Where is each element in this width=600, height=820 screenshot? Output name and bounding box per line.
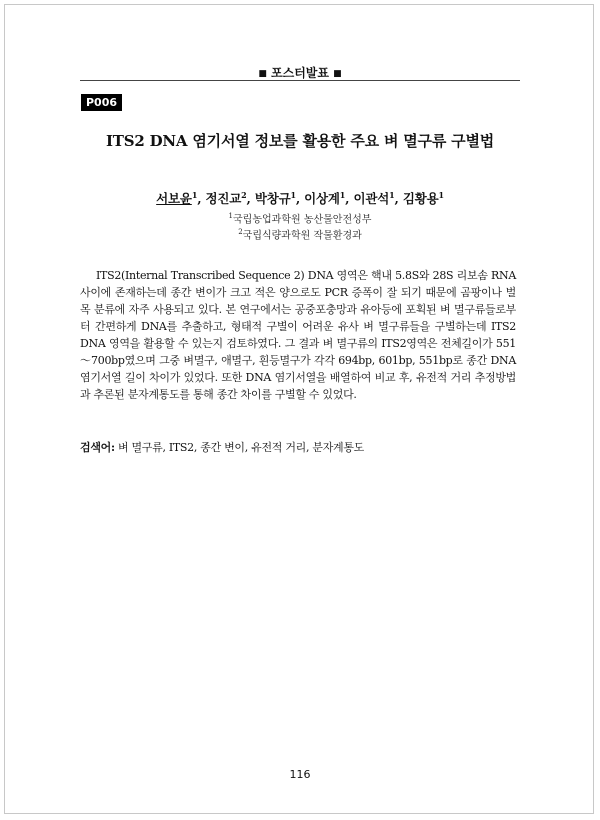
- author-affiliation-mark: 1: [389, 189, 395, 200]
- affiliation-line: [60, 210, 540, 226]
- keywords: [80, 439, 516, 455]
- author-name: 이관석: [353, 191, 390, 206]
- affiliation-line: [60, 226, 540, 242]
- page-frame: [4, 4, 594, 814]
- author-affiliation-mark: 1: [438, 189, 444, 200]
- section-header-label: 포스터발표: [271, 66, 329, 80]
- header-rule: [80, 80, 520, 81]
- author-affiliation-mark: 1: [339, 189, 346, 200]
- affiliation-mark: 1: [228, 212, 234, 220]
- affiliation-list: [60, 210, 540, 243]
- paper-title: ITS2 DNA 염기서열 정보를 활용한 주요 벼 멸구류 구별법: [105, 132, 495, 150]
- affiliation-mark: 2: [238, 228, 243, 237]
- keywords-text: 벼 멸구류, ITS2, 종간 변이, 유전적 거리, 분자계통도: [114, 441, 364, 454]
- section-header: [80, 64, 520, 81]
- page-number: 116: [289, 768, 311, 781]
- author-name: 박창규: [254, 191, 291, 206]
- author-separator: ,: [246, 191, 255, 206]
- author-name: 김황용: [402, 191, 439, 206]
- author-name: 서보윤: [156, 191, 192, 206]
- author-list: [60, 189, 540, 207]
- author-separator: ,: [197, 191, 206, 206]
- affiliation-text: 국립농업과학원 농산물안전성부: [233, 214, 372, 226]
- abstract: [80, 267, 516, 403]
- affiliation-text: 국립식량과학원 작물환경과: [242, 230, 362, 242]
- keywords-label: 검색어:: [80, 441, 115, 454]
- author-separator: ,: [295, 191, 305, 206]
- author-affiliation-mark: 1: [290, 189, 296, 200]
- author-affiliation-mark: 2: [241, 189, 247, 200]
- author-name: 이상계: [304, 191, 340, 206]
- poster-code-badge: P006: [81, 94, 122, 111]
- author-separator: ,: [345, 191, 354, 206]
- square-bullet-icon: ■: [333, 69, 342, 79]
- author-name: 정진교: [205, 191, 242, 206]
- square-bullet-icon: ■: [258, 69, 267, 79]
- author-affiliation-mark: 1: [191, 189, 198, 200]
- author-separator: ,: [394, 191, 403, 206]
- abstract-text: ITS2(Internal Transcribed Sequence 2) DNA 영역은 핵내 5.8S와 28S 리보솜 RNA 사이에 존재하는데 종간 변이가 크고 적은 양으로도 PCR 증폭이 잘 되기 때문에 곰팡이나 벌목 분류에 자주 사용되고 있다. 본 연구에서는 공중포충망과 유아등에 포획된 벼 멸구류들로부터 간편하게 DNA를 추출하고, 형태적 구별이 어려운 유사 벼 멸구류들을 구별하는데 ITS2 DNA 영역을 활용할 수 있는지 검토하였다. 그 결과 벼 멸구류의 ITS2영역은 전체길이가 551～700bp였으며 그중 벼멸구, 애멸구, 흰등멸구가 각각 694bp, 601bp, 551bp로 종간 DNA 염기서열 길이 차이가 있었다. 또한 DNA 염기서열을 배열하여 비교 후, 유전적 거리 추정방법과 추론된 분자계통도를 통해 종간 차이를 구별할 수 있었다.: [80, 269, 516, 401]
